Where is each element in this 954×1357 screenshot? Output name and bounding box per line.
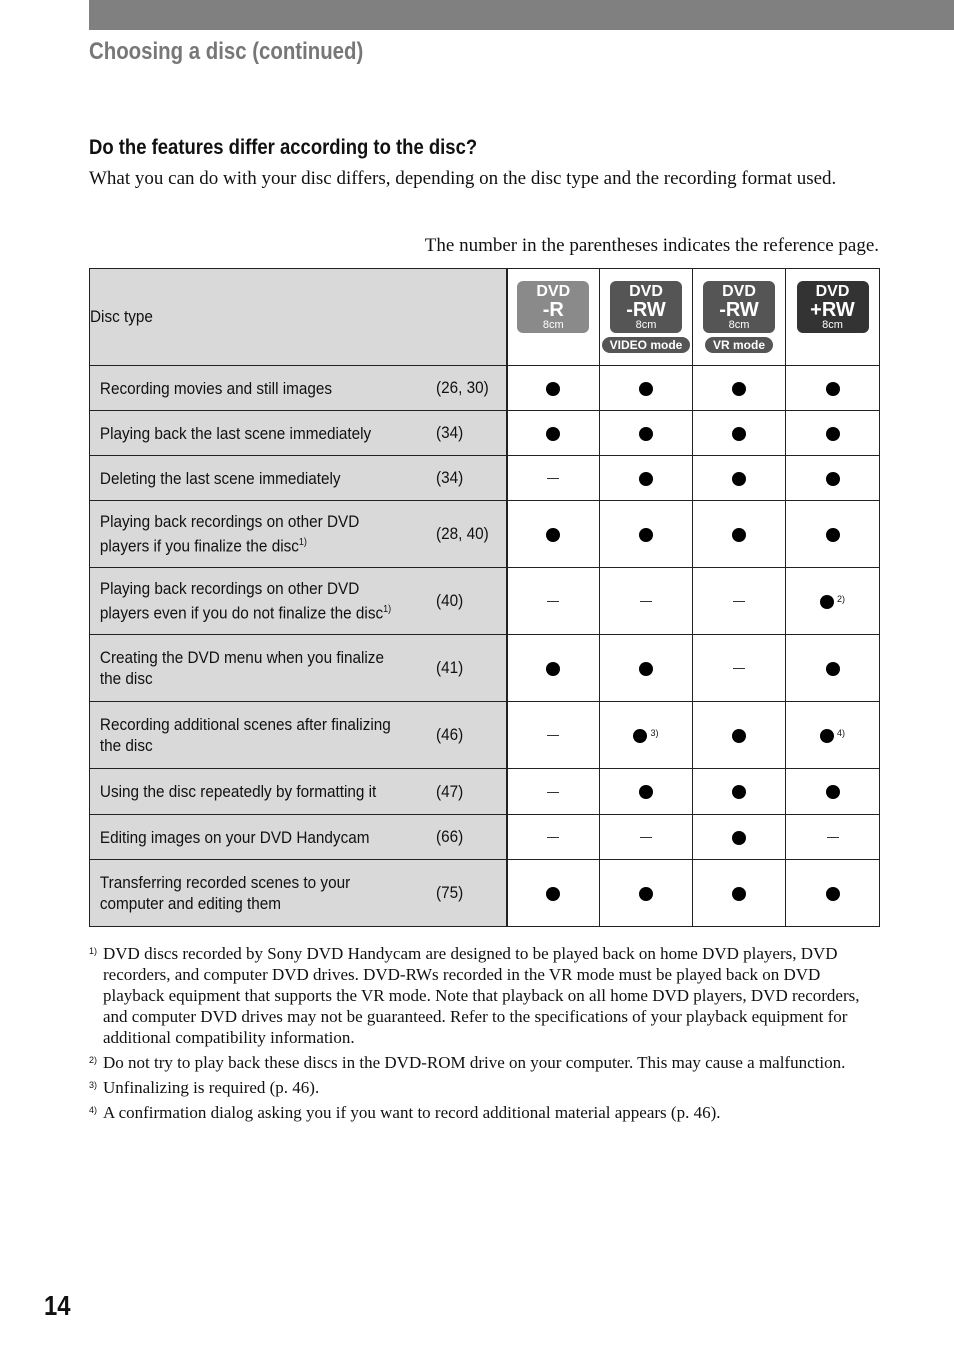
footnote-marker: 2)	[836, 594, 845, 604]
footnotes	[89, 943, 879, 1127]
feature-label	[90, 827, 401, 848]
disc-logo-text: 8cm	[822, 318, 843, 331]
support-cell	[693, 411, 786, 456]
not-supported-dash-icon	[547, 735, 559, 736]
disc-logo-text: 8cm	[728, 318, 750, 331]
support-cell	[786, 501, 880, 568]
disc-logo-text: +RW	[810, 298, 855, 321]
support-cell	[507, 635, 600, 702]
disc-logo-text: -RW	[626, 298, 666, 321]
supported-dot-icon	[826, 528, 840, 542]
support-cell	[786, 815, 880, 860]
recording-mode-badge: VIDEO mode	[602, 337, 691, 353]
reference-page: (34)	[435, 423, 463, 442]
support-cell	[507, 366, 600, 411]
reference-page: (34)	[435, 468, 463, 487]
supported-dot-icon	[826, 785, 840, 799]
feature-label	[90, 714, 401, 756]
support-cell	[693, 769, 786, 815]
reference-note: The number in the parentheses indicates the reference page.	[424, 235, 879, 256]
feature-cell	[90, 366, 507, 411]
footnote	[89, 943, 879, 1048]
support-cell	[693, 635, 786, 702]
intro-paragraph: What you can do with your disc differs, depending on the disc type and the recording format used.	[89, 168, 837, 189]
table-row	[90, 815, 880, 860]
support-cell	[600, 635, 693, 702]
support-cell	[600, 860, 693, 927]
feature-cell	[90, 635, 507, 702]
not-supported-dash-icon	[547, 601, 559, 602]
support-cell	[693, 568, 786, 635]
support-cell	[600, 366, 693, 411]
feature-label	[90, 511, 401, 557]
feature-text: Deleting the last scene immediately	[99, 468, 341, 488]
supported-dot-icon	[826, 472, 840, 486]
table-row	[90, 860, 880, 927]
supported-dot-icon	[546, 528, 560, 542]
footnote-text: Do not try to play back these discs in the DVD-ROM drive on your computer. This may cause a malfunction.	[103, 1053, 846, 1072]
disc-logo-text: -RW	[719, 298, 759, 321]
footnote-text: A confirmation dialog asking you if you want to record additional material appears (p. 46).	[103, 1103, 721, 1122]
feature-label	[90, 378, 401, 399]
reference-page: (28, 40)	[435, 524, 489, 543]
feature-text: Recording movies and still images	[99, 378, 333, 398]
disc-column-header	[786, 269, 880, 366]
dvd-disc-logo-icon	[797, 281, 869, 333]
feature-cell	[90, 860, 507, 927]
supported-dot-icon	[639, 472, 653, 486]
table-row	[90, 568, 880, 635]
disc-column-header	[600, 269, 693, 366]
support-cell	[600, 501, 693, 568]
feature-text: Creating the DVD menu when you finalize the disc	[99, 648, 384, 688]
supported-dot-icon	[826, 662, 840, 676]
disc-column-header	[693, 269, 786, 366]
support-cell	[786, 769, 880, 815]
support-cell	[786, 411, 880, 456]
supported-dot-icon	[633, 729, 647, 743]
feature-text: Editing images on your DVD Handycam	[99, 827, 370, 847]
feature-text: Playing back recordings on other DVD players if you finalize the disc	[99, 512, 360, 556]
not-supported-dash-icon	[547, 478, 559, 479]
reference-page: (75)	[435, 883, 463, 902]
supported-dot-icon	[732, 472, 746, 486]
supported-dot-icon	[732, 729, 746, 743]
supported-dot-icon	[820, 595, 834, 609]
support-cell	[600, 815, 693, 860]
footnote-marker: 1)	[298, 537, 307, 549]
dvd-disc-logo-icon	[610, 281, 682, 333]
footnote	[89, 1102, 879, 1123]
supported-dot-icon	[732, 887, 746, 901]
support-cell	[600, 456, 693, 501]
not-supported-dash-icon	[733, 601, 745, 602]
supported-dot-icon	[546, 662, 560, 676]
disc-column-header	[507, 269, 600, 366]
support-cell	[786, 635, 880, 702]
disc-logo-text: 8cm	[635, 318, 657, 331]
reference-page: (46)	[435, 725, 463, 744]
supported-dot-icon	[639, 427, 653, 441]
table-row	[90, 635, 880, 702]
support-cell	[786, 860, 880, 927]
support-cell	[507, 860, 600, 927]
page-number: 14	[44, 1290, 71, 1321]
table-row	[90, 366, 880, 411]
supported-dot-icon	[732, 382, 746, 396]
reference-page: (66)	[435, 827, 463, 846]
supported-dot-icon	[639, 887, 653, 901]
support-cell	[507, 456, 600, 501]
table-row	[90, 456, 880, 501]
not-supported-dash-icon	[733, 668, 745, 669]
feature-cell	[90, 456, 507, 501]
support-cell	[786, 456, 880, 501]
feature-label	[90, 578, 401, 624]
supported-dot-icon	[732, 528, 746, 542]
support-cell	[786, 568, 880, 635]
disc-type-label: Disc type	[90, 307, 153, 326]
support-cell	[507, 501, 600, 568]
supported-dot-icon	[820, 729, 834, 743]
support-cell	[507, 815, 600, 860]
support-cell	[507, 769, 600, 815]
header-bar	[89, 0, 954, 30]
feature-text: Recording additional scenes after finalizing the disc	[99, 715, 391, 755]
feature-cell	[90, 769, 507, 815]
dvd-disc-logo-icon	[703, 281, 775, 333]
footnote-marker: 3)	[650, 728, 659, 738]
table-row	[90, 702, 880, 769]
disc-logo-text: DVD	[629, 282, 663, 300]
supported-dot-icon	[639, 528, 653, 542]
reference-page: (26, 30)	[435, 378, 489, 397]
support-cell	[693, 366, 786, 411]
table-row	[90, 411, 880, 456]
dvd-disc-logo-icon	[517, 281, 589, 333]
supported-dot-icon	[546, 382, 560, 396]
support-cell	[600, 568, 693, 635]
reference-page: (41)	[435, 658, 463, 677]
feature-cell	[90, 501, 507, 568]
table-row	[90, 769, 880, 815]
supported-dot-icon	[826, 887, 840, 901]
feature-label	[90, 781, 401, 802]
footnote-marker: 1)	[383, 604, 392, 616]
support-cell	[786, 366, 880, 411]
support-cell	[693, 860, 786, 927]
feature-cell	[90, 411, 507, 456]
feature-text: Transferring recorded scenes to your computer and editing them	[99, 873, 351, 913]
footnote-marker: 4)	[836, 728, 845, 738]
disc-logo-text: DVD	[536, 282, 571, 300]
section-title: Choosing a disc (continued)	[89, 38, 364, 65]
supported-dot-icon	[639, 382, 653, 396]
feature-cell	[90, 815, 507, 860]
feature-label	[90, 423, 401, 444]
recording-mode-badge: VR mode	[705, 337, 773, 353]
reference-page: (40)	[435, 591, 463, 610]
not-supported-dash-icon	[547, 837, 559, 838]
footnote-text: DVD discs recorded by Sony DVD Handycam are designed to be played back on home DVD players, DVD recorders, and computer DVD drives. DVD-RWs recorded in the VR mode must be played back on DVD playback equipment that supports the VR mode. Note that playback on all home DVD players, DVD recorders, and computer DVD drives may not be guaranteed. Refer to the specifications of your playback equipment for additional compatibility information.	[103, 944, 860, 1047]
supported-dot-icon	[546, 887, 560, 901]
supported-dot-icon	[639, 785, 653, 799]
feature-cell	[90, 702, 507, 769]
supported-dot-icon	[732, 831, 746, 845]
reference-page: (47)	[435, 781, 463, 801]
footnote-number: 3)	[89, 1080, 98, 1090]
footnote-number: 2)	[89, 1055, 98, 1065]
disc-logo-text: DVD	[722, 282, 756, 300]
support-cell	[693, 501, 786, 568]
feature-label	[90, 647, 401, 689]
support-cell	[507, 702, 600, 769]
supported-dot-icon	[732, 427, 746, 441]
support-cell	[507, 411, 600, 456]
page-heading: Do the features differ according to the disc?	[89, 136, 478, 159]
support-cell	[600, 769, 693, 815]
disc-features-table	[89, 268, 880, 927]
supported-dot-icon	[732, 785, 746, 799]
disc-type-header	[90, 269, 507, 366]
disc-logo-text: -R	[542, 298, 564, 321]
footnote	[89, 1052, 879, 1073]
feature-text: Using the disc repeatedly by formatting it	[99, 782, 377, 801]
footnote	[89, 1077, 879, 1098]
feature-label	[90, 468, 401, 489]
support-cell	[786, 702, 880, 769]
feature-text: Playing back recordings on other DVD players even if you do not finalize the disc	[99, 579, 384, 623]
support-cell	[507, 568, 600, 635]
not-supported-dash-icon	[547, 792, 559, 793]
supported-dot-icon	[826, 382, 840, 396]
footnote-number: 1)	[89, 946, 98, 956]
support-cell	[600, 702, 693, 769]
supported-dot-icon	[826, 427, 840, 441]
disc-logo-text: 8cm	[542, 318, 564, 331]
footnote-text: Unfinalizing is required (p. 46).	[103, 1078, 320, 1097]
supported-dot-icon	[546, 427, 560, 441]
not-supported-dash-icon	[827, 837, 839, 838]
feature-cell	[90, 568, 507, 635]
support-cell	[693, 456, 786, 501]
support-cell	[693, 815, 786, 860]
disc-logo-text: DVD	[815, 282, 850, 300]
not-supported-dash-icon	[640, 601, 652, 602]
feature-label	[90, 872, 401, 914]
not-supported-dash-icon	[640, 837, 652, 838]
feature-text: Playing back the last scene immediately	[99, 423, 372, 443]
footnote-number: 4)	[89, 1105, 98, 1115]
support-cell	[693, 702, 786, 769]
supported-dot-icon	[639, 662, 653, 676]
support-cell	[600, 411, 693, 456]
table-row	[90, 501, 880, 568]
